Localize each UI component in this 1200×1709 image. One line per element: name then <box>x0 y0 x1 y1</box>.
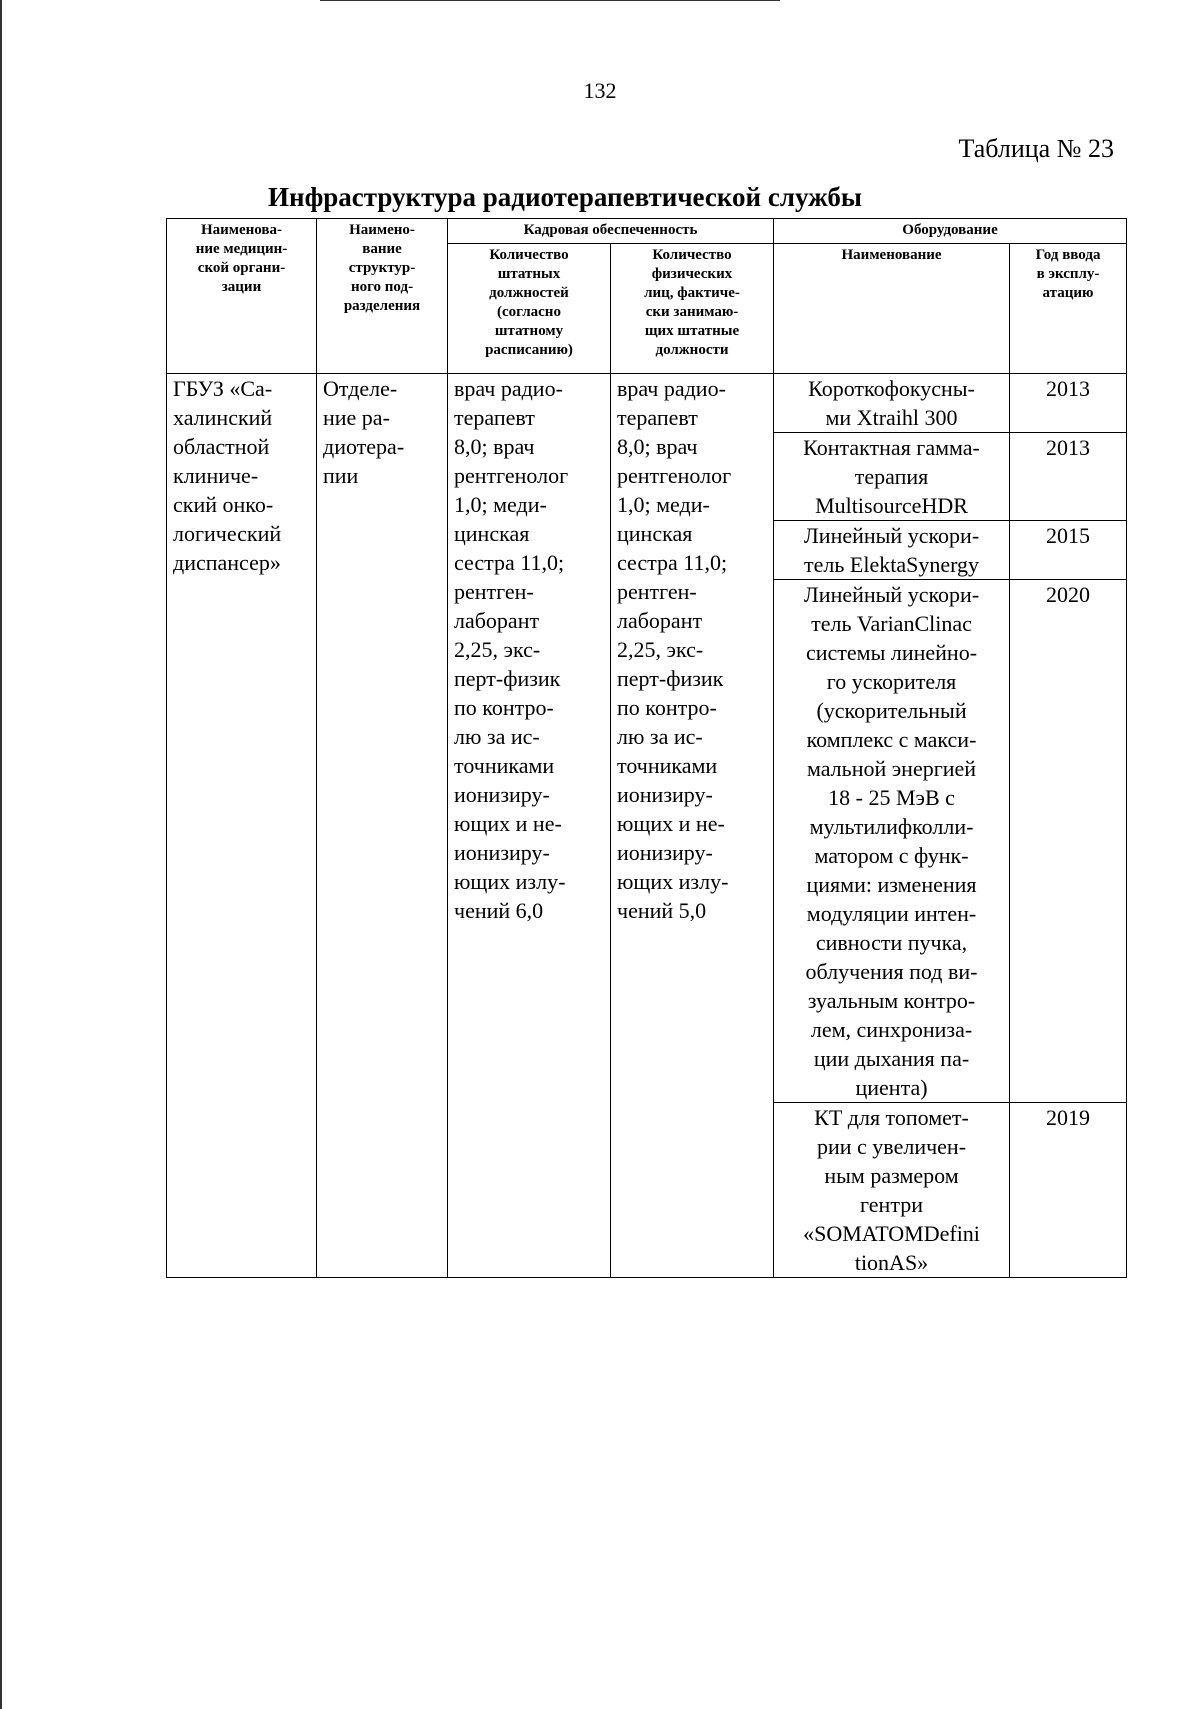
header-equipment: Оборудование <box>774 219 1127 244</box>
cell-equipment-year: 2013 <box>1010 374 1127 433</box>
header-staffing: Кадровая обеспеченность <box>448 219 774 244</box>
header-year: Год ввода в эксплу- атацию <box>1010 244 1127 374</box>
header-staff-persons: Количество физических лиц, фактиче- ски занимаю- щих штатные должности <box>611 244 774 374</box>
page-number: 132 <box>583 78 617 103</box>
cell-equipment-year: 2015 <box>1010 521 1127 580</box>
cell-equipment-name: КТ для топомет- рии с увеличен- ным размером гентри «SOMATOMDefini tionAS» <box>774 1103 1010 1278</box>
cell-equipment-year: 2019 <box>1010 1103 1127 1278</box>
cell-equipment-name: Контактная гамма- терапия MultisourceHDR <box>774 433 1010 521</box>
scan-edge-top <box>320 0 780 1</box>
header-staff-positions: Количество штатных должностей (согласно штатному расписанию) <box>448 244 611 374</box>
cell-equipment-name: Линейный ускори- тель VarianClinac системы линейно- го ускорителя (ускорительный комплекс с макси- мальной энергией 18 - 25 МэВ с мультилифколли- матором с функ- циями: изменения модуляции интен- сивности пучка, облучения под ви- зуальным контро- лем, синхрониза- ции дыхания па- циента) <box>774 580 1010 1103</box>
scan-edge-left <box>0 0 2 1709</box>
cell-org: ГБУЗ «Са- халинский областной клиниче- ский онко- логический диспансер» <box>167 374 317 1278</box>
cell-staff-persons: врач радио- терапевт 8,0; врач рентгенолог 1,0; меди- цинская сестра 11,0; рентген- лаборант 2,25, экс- перт-физик по контро- лю за ис- точниками ионизиру- ющих и не- ионизиру- ющих излу- чений 5,0 <box>611 374 774 1278</box>
cell-equipment-year: 2020 <box>1010 580 1127 1103</box>
header-org-name: Наименова- ние медицин- ской органи- зации <box>167 219 317 374</box>
cell-staff-positions: врач радио- терапевт 8,0; врач рентгенолог 1,0; меди- цинская сестра 11,0; рентген- лаборант 2,25, экс- перт-физик по контро- лю за ис- точниками ионизиру- ющих и не- ионизиру- ющих излу- чений 6,0 <box>448 374 611 1278</box>
table-label: Таблица № 23 <box>958 134 1114 163</box>
cell-unit: Отделе- ние ра- диотера- пии <box>317 374 448 1278</box>
cell-equipment-name: Линейный ускори- тель ElektaSynergy <box>774 521 1010 580</box>
table-row <box>167 374 1127 433</box>
infrastructure-table <box>166 218 1127 1278</box>
cell-equipment-year: 2013 <box>1010 433 1127 521</box>
table-title: Инфраструктура радиотерапевтической службы <box>268 182 862 212</box>
cell-equipment-name: Короткофокусны- ми Xtraihl 300 <box>774 374 1010 433</box>
header-unit-name: Наимено- вание структур- ного под- разделения <box>317 219 448 374</box>
header-row-top <box>167 219 1127 244</box>
header-equipment-name: Наименование <box>774 244 1010 374</box>
